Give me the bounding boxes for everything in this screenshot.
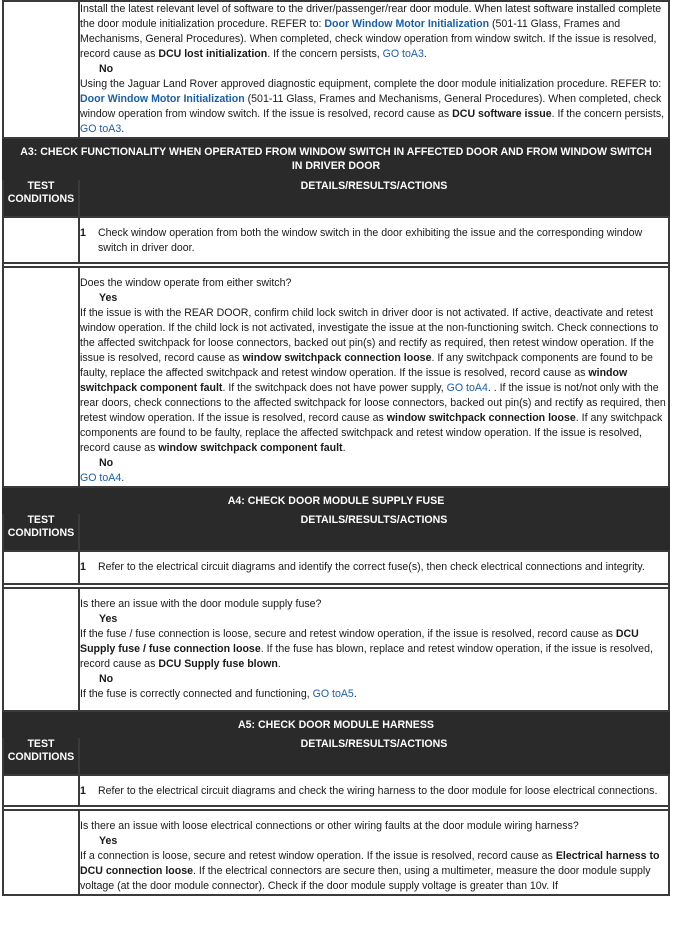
- no-label: No: [99, 63, 114, 75]
- test-conditions-header: TEST CONDITIONS: [3, 179, 79, 217]
- step-text: Refer to the electrical circuit diagrams and identify the correct fuse(s), then check electrical connections and integrity.: [98, 561, 645, 573]
- go-to-a3-link[interactable]: GO toA3: [80, 123, 122, 135]
- details-cell: [79, 267, 669, 487]
- details-cell: [79, 217, 669, 263]
- go-to-a4-link[interactable]: GO toA4: [80, 472, 122, 484]
- a3-step-row: [3, 217, 669, 263]
- step-item: [80, 784, 668, 799]
- section-title: A4: CHECK DOOR MODULE SUPPLY FUSE: [3, 487, 669, 513]
- column-header-row: [3, 513, 669, 551]
- a4-step-row: [3, 551, 669, 584]
- test-conditions-cell: [3, 267, 79, 487]
- yes-label: Yes: [99, 292, 118, 304]
- section-title: A3: CHECK FUNCTIONALITY WHEN OPERATED FROM WINDOW SWITCH IN AFFECTED DOOR AND FROM WINDOW SWITCH IN DRIVER DOOR: [3, 138, 669, 179]
- test-conditions-cell: [3, 775, 79, 806]
- no-label: No: [99, 457, 114, 469]
- yes-action: If the issue is with the REAR DOOR, confirm child lock switch in driver door is not activated. If active, deactivate and retest window operation. If the child lock is not activated, investigate the issue at the non-functioning switch. Check connections to the affected switchpack for loose connectors, backed out pin(s) and rectify as required, then retest window operation. If the issue is resolved, record cause as window switchpack connection loose. If any switchpack components are found to be faulty, replace the affected switchpack and retest window operation. If the issue is resolved, record cause as window switchpack component fault. If the switchpack does not have power supply, GO toA4. . If the issue is not/not only with the rear doors, check connections to the affected switchpack for loose connectors, backed out pin(s) and rectify as required, then retest window operation. If the issue is resolved, record cause as window switchpack connection loose. If any switchpack components are found to be faulty, replace the affected switchpack and retest window operation. If the issue is resolved, record cause as window switchpack component fault.: [80, 307, 666, 454]
- question: Is there an issue with loose electrical connections or other wiring faults at the door module wiring harness?: [80, 820, 579, 832]
- step-item: [80, 226, 668, 256]
- test-conditions-cell: [3, 810, 79, 895]
- procedure-document: [2, 0, 670, 896]
- yes-label: Yes: [99, 835, 118, 847]
- details-cell: [79, 588, 669, 711]
- details-header: DETAILS/RESULTS/ACTIONS: [79, 737, 669, 775]
- no-label: No: [99, 673, 114, 685]
- test-conditions-cell: [3, 1, 79, 138]
- yes-action: If a connection is loose, secure and retest window operation. If the issue is resolved, record cause as Electrical harness to DCU connection loose. If the electrical connectors are secure then, using a multimeter, measure the door module supply voltage (at the door module connector). Check if the door module supply voltage is greater than 10v. If: [80, 850, 660, 892]
- test-conditions-cell: [3, 588, 79, 711]
- yes-label: Yes: [99, 613, 118, 625]
- step-number: 1: [80, 561, 86, 573]
- section-a5-header: [3, 711, 669, 737]
- a4-result-row: [3, 588, 669, 711]
- a5-step-row: [3, 775, 669, 806]
- details-cell: [79, 551, 669, 584]
- test-conditions-cell: [3, 217, 79, 263]
- column-header-row: [3, 179, 669, 217]
- a2-result-row: [3, 1, 669, 138]
- go-to-a5-link[interactable]: GO toA5: [312, 688, 354, 700]
- no-action: If the fuse is correctly connected and functioning, GO toA5.: [80, 688, 357, 700]
- details-header: DETAILS/RESULTS/ACTIONS: [79, 513, 669, 551]
- step-item: [80, 560, 668, 575]
- a5-result-row: [3, 810, 669, 895]
- a2-no-action: Using the Jaguar Land Rover approved diagnostic equipment, complete the door module initialization procedure. REFER to: Door Window Motor Initialization (501-11 Glass, Frames and Mechanisms, General Procedures). When completed, check window operation from window switch. If the issue is resolved, record cause as DCU software issue. If the concern persists, GO toA3.: [80, 78, 665, 135]
- a2-yes-action: Install the latest relevant level of software to the driver/passenger/rear door module. When latest software installed complete the door module initialization procedure. REFER to: Door Window Motor Initialization (501-11 Glass, Frames and Mechanisms, General Procedures). When completed, check window operation from window switch. If the issue is resolved, record cause as DCU lost initialization. If the concern persists, GO toA3.: [80, 3, 662, 60]
- step-number: 1: [80, 227, 86, 239]
- door-window-motor-init-link[interactable]: Door Window Motor Initialization: [80, 93, 245, 105]
- yes-action: If the fuse / fuse connection is loose, secure and retest window operation, if the issue is resolved, record cause as DCU Supply fuse / fuse connection loose. If the fuse has blown, replace and retest window operation, if the issue is resolved, record cause as DCU Supply fuse blown.: [80, 628, 653, 670]
- question: Is there an issue with the door module supply fuse?: [80, 598, 322, 610]
- test-conditions-cell: [3, 551, 79, 584]
- details-header: DETAILS/RESULTS/ACTIONS: [79, 179, 669, 217]
- a3-result-row: [3, 267, 669, 487]
- question: Does the window operate from either switch?: [80, 277, 292, 289]
- go-to-a4-link[interactable]: GO toA4: [446, 382, 488, 394]
- section-a3-header: [3, 138, 669, 179]
- test-conditions-header: TEST CONDITIONS: [3, 513, 79, 551]
- procedure-table: [2, 0, 670, 896]
- no-action: GO toA4.: [80, 472, 125, 484]
- details-cell: [79, 810, 669, 895]
- step-text: Refer to the electrical circuit diagrams and check the wiring harness to the door module for loose electrical connections.: [98, 785, 658, 797]
- go-to-a3-link[interactable]: GO toA3: [382, 48, 424, 60]
- test-conditions-header: TEST CONDITIONS: [3, 737, 79, 775]
- door-window-motor-init-link[interactable]: Door Window Motor Initialization: [324, 18, 490, 30]
- section-title: A5: CHECK DOOR MODULE HARNESS: [3, 711, 669, 737]
- details-cell: [79, 1, 669, 138]
- step-text: Check window operation from both the window switch in the door exhibiting the issue and the corresponding window switch in driver door.: [98, 227, 643, 254]
- section-a4-header: [3, 487, 669, 513]
- step-number: 1: [80, 785, 86, 797]
- details-cell: [79, 775, 669, 806]
- column-header-row: [3, 737, 669, 775]
